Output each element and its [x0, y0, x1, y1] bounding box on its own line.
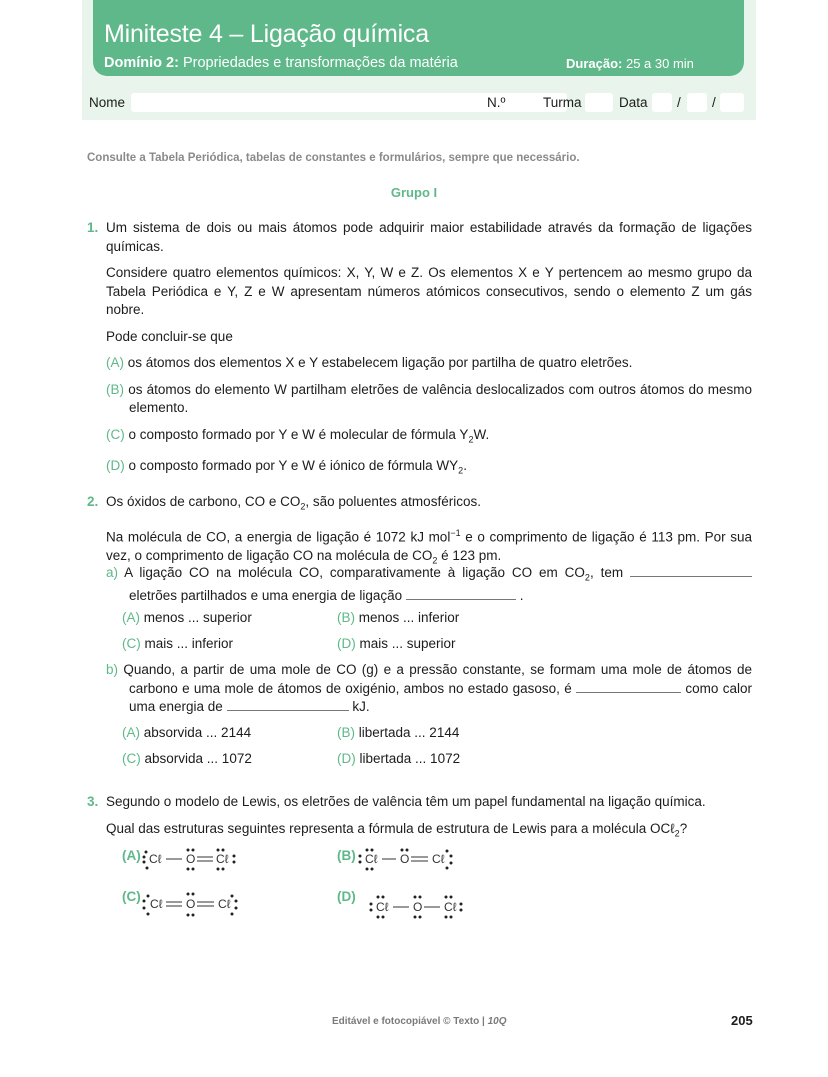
- number-field[interactable]: [510, 93, 537, 112]
- svg-text:Cℓ: Cℓ: [149, 852, 162, 866]
- option-label: (C): [122, 889, 141, 904]
- instructions-note: Consulte a Tabela Periódica, tabelas de constantes e formulários, sempre que necessário.: [87, 152, 580, 164]
- part-label: b): [106, 662, 119, 677]
- lewis-structure-d-icon: [337, 889, 477, 921]
- date-year-field[interactable]: [720, 93, 744, 112]
- option-label: (A): [122, 848, 141, 863]
- text: kJ.: [352, 699, 370, 714]
- subscript: 2: [468, 434, 474, 445]
- option-c-lewis[interactable]: [122, 889, 252, 921]
- text: , tem: [589, 565, 624, 580]
- option-label: (A): [122, 725, 140, 740]
- question-2a: [87, 564, 752, 606]
- option-a[interactable]: [87, 354, 752, 373]
- option-label: (C): [106, 426, 125, 442]
- subscript: 2: [674, 828, 680, 839]
- option-c[interactable]: [122, 635, 233, 653]
- text: Qual das estruturas seguintes representa a fórmula de estrutura de Lewis para a molécula OCℓ: [106, 820, 675, 836]
- svg-text:Cℓ: Cℓ: [444, 900, 457, 914]
- date-separator: /: [712, 95, 716, 110]
- svg-text:Cℓ: Cℓ: [150, 897, 163, 911]
- answer-blank[interactable]: [630, 565, 752, 577]
- option-text: absorvida ... 2144: [143, 725, 252, 740]
- option-text: o composto formado por Y e W é iónico de fórmula WY: [128, 457, 459, 473]
- option-text: .: [463, 457, 467, 473]
- svg-text:Cℓ: Cℓ: [216, 852, 229, 866]
- question-paragraph: Um sistema de dois ou mais átomos pode adquirir maior estabilidade através da formação de ligações químicas.: [106, 220, 752, 254]
- answer-blank[interactable]: [576, 681, 681, 693]
- option-a[interactable]: [122, 609, 252, 627]
- text: Os óxidos de carbono, CO e CO: [106, 494, 301, 509]
- option-d-lewis[interactable]: [337, 889, 477, 921]
- option-text: os átomos do elemento W partilham eletrões de valência deslocalizados com outros átomos do mesmo elemento.: [128, 381, 752, 415]
- option-b[interactable]: [337, 724, 459, 742]
- svg-text:O: O: [400, 852, 410, 866]
- part-a-text: [106, 564, 752, 606]
- superscript: −1: [450, 528, 461, 539]
- option-text: menos ... inferior: [358, 610, 460, 625]
- option-label: (C): [122, 751, 141, 766]
- domain-label: Domínio 2:: [104, 55, 179, 71]
- date-separator: /: [677, 95, 681, 110]
- question-2b: [87, 661, 752, 717]
- text: ?: [679, 820, 688, 836]
- text: A ligação CO na molécula CO, comparativamente à ligação CO em CO: [124, 565, 585, 580]
- option-text: menos ... superior: [143, 610, 252, 625]
- option-label: (B): [337, 848, 356, 863]
- name-label: Nome: [89, 95, 126, 110]
- group-title: Grupo I: [390, 185, 438, 200]
- question-number: 1.: [87, 220, 99, 235]
- lewis-structure-a-icon: [122, 846, 252, 876]
- question-1: [87, 219, 752, 488]
- option-text: W.: [473, 426, 490, 442]
- duration: [566, 56, 694, 71]
- option-d[interactable]: [337, 750, 460, 768]
- option-c[interactable]: [122, 750, 252, 768]
- option-label: (D): [337, 889, 356, 904]
- date-label: Data: [619, 95, 648, 110]
- option-label: (D): [337, 751, 356, 766]
- text: como calor uma energia de: [129, 680, 752, 714]
- date-day-field[interactable]: [652, 93, 672, 112]
- text: eletrões partilhados e uma energia de ligação: [129, 588, 403, 604]
- subscript: 2: [458, 465, 464, 476]
- question-intro: [87, 493, 752, 516]
- option-d[interactable]: [87, 457, 752, 480]
- question-paragraph: Pode concluir-se que: [106, 328, 233, 344]
- domain-text: Propriedades e transformações da matéria: [182, 55, 458, 71]
- option-label: (D): [337, 636, 356, 651]
- class-field[interactable]: [585, 93, 613, 112]
- svg-text:O: O: [413, 900, 423, 914]
- subscript: 2: [584, 572, 590, 583]
- answer-blank[interactable]: [227, 699, 349, 711]
- option-label: (D): [106, 457, 125, 473]
- text: Na molécula de CO, a energia de ligação é 1072 kJ mol: [106, 529, 451, 545]
- option-label: (B): [106, 381, 124, 397]
- part-label: a): [106, 565, 119, 580]
- option-label: (A): [106, 355, 124, 370]
- option-b[interactable]: [87, 381, 752, 418]
- question-number: 3.: [87, 794, 99, 809]
- text: .: [519, 588, 524, 604]
- footer-copyright: [332, 1016, 506, 1027]
- option-text: mais ... inferior: [144, 636, 234, 651]
- text: e o comprimento de ligação é 113 pm. Por sua vez, o comprimento de ligação CO na molécula de CO: [106, 529, 752, 564]
- option-text: libertada ... 2144: [358, 725, 460, 740]
- option-text: libertada ... 1072: [359, 751, 461, 766]
- option-a[interactable]: [122, 724, 251, 742]
- question-prompt: [87, 820, 752, 843]
- student-info-row: [89, 93, 749, 113]
- text: Quando, a partir de uma mole de CO (g) e a pressão constante, se formam uma mole de átomos de carbono e uma mole de átomos de oxigénio, ambos no estado gasoso, é: [123, 662, 752, 696]
- page-number: 205: [731, 1013, 753, 1028]
- option-c[interactable]: [87, 426, 752, 449]
- footer-text: Editável e fotocopiável © Texto |: [332, 1016, 488, 1027]
- option-d[interactable]: [337, 635, 456, 653]
- svg-text:O: O: [186, 852, 196, 866]
- number-label: N.º: [487, 95, 506, 110]
- question-number: 2.: [87, 494, 99, 509]
- question-statement: Segundo o modelo de Lewis, os eletrões de valência têm um papel fundamental na ligação química.: [106, 794, 706, 809]
- subscript: 2: [300, 501, 306, 512]
- class-label: Turma: [543, 95, 582, 110]
- option-b[interactable]: [337, 609, 459, 627]
- svg-text:Cℓ: Cℓ: [432, 852, 445, 866]
- option-text: o composto formado por Y e W é molecular de fórmula Y: [128, 426, 469, 442]
- option-text: mais ... superior: [359, 636, 456, 651]
- option-label: (C): [122, 636, 141, 651]
- footer-book: 10Q: [487, 1016, 507, 1027]
- option-a-lewis[interactable]: [122, 848, 252, 878]
- svg-text:Cℓ: Cℓ: [218, 897, 231, 911]
- svg-text:Cℓ: Cℓ: [365, 852, 378, 866]
- option-text: absorvida ... 1072: [144, 751, 252, 766]
- option-label: (B): [337, 610, 355, 625]
- part-b-text: [106, 661, 752, 717]
- question-3: [87, 793, 752, 851]
- answer-blank[interactable]: [406, 588, 516, 600]
- question-paragraph: Considere quatro elementos químicos: X, Y, W e Z. Os elementos X e Y pertencem ao mesmo grupo da Tabela Periódica e Y, Z e W apresentam números atómicos consecutivos, sendo o elemento Z um gás nobre.: [106, 265, 752, 317]
- page-title: Miniteste 4 – Ligação química: [104, 20, 429, 48]
- duration-text: 25 a 30 min: [625, 56, 694, 71]
- date-month-field[interactable]: [687, 93, 707, 112]
- option-text: os átomos dos elementos X e Y estabelecem ligação por partilha de quatro eletrões.: [127, 355, 633, 370]
- domain-subtitle: [104, 55, 458, 71]
- text: é 123 pm.: [437, 548, 502, 564]
- svg-text:O: O: [186, 897, 196, 911]
- subscript: 2: [432, 555, 438, 566]
- option-label: (A): [122, 610, 140, 625]
- duration-label: Duração:: [566, 56, 623, 71]
- text: , são poluentes atmosféricos.: [305, 494, 481, 509]
- lewis-structure-c-icon: [122, 889, 252, 921]
- option-label: (B): [337, 725, 355, 740]
- lewis-structure-b-icon: [337, 846, 467, 876]
- option-b-lewis[interactable]: [337, 848, 467, 878]
- svg-text:Cℓ: Cℓ: [376, 900, 389, 914]
